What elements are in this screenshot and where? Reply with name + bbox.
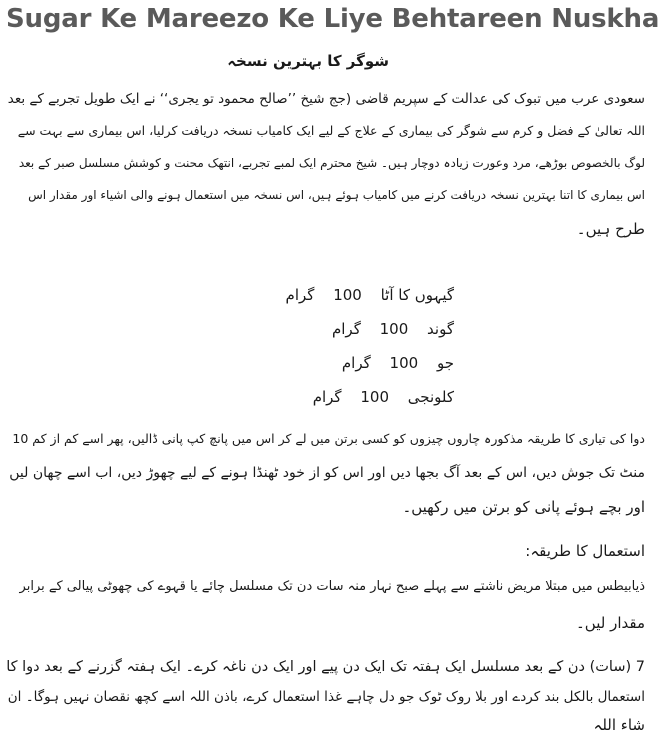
urdu-heading: شوگر کا بہترین نسخہ (227, 52, 389, 70)
usage-line: ذیابیطس میں مبتلا مریض ناشتے سے پہلے صبح نہار منہ سات دن تک مسلسل چائے یا قہوے کی چھوٹی پیالی کے برابر (19, 579, 645, 594)
intro-line: اس بیماری کا اتنا بہترین نسخہ دریافت کرنے میں کامیاب ہوئے ہیں، اس نسخہ میں استعمال ہونے والی اشیاء اور مقدار اس (28, 188, 645, 202)
ingredient-name: گیہوں کا آٹا (380, 286, 454, 304)
ingredient-qty: 100 (379, 320, 409, 338)
preparation-line: منٹ تک جوش دیں، اس کے بعد آگ بجھا دیں اور اس کو از خود ٹھنڈا ہونے کے لیے چھوڑ دیں، اب اسے چھان لیں (9, 465, 645, 481)
ingredient-unit: گرام (331, 320, 361, 338)
ingredient-name: گوند (427, 320, 454, 338)
intro-line: لوگ بالخصوص بوڑھے، مرد وعورت زیادہ دوچار ہیں۔ شیخ محترم ایک لمبے تجربے، انتھک محنت و کوشش مسلسل صبر کے بعد (18, 156, 645, 170)
ingredient-unit: گرام (341, 354, 371, 372)
usage-heading: استعمال کا طریقہ: (525, 542, 645, 560)
ingredient-item (286, 286, 454, 304)
ingredient-qty: 100 (389, 354, 419, 372)
ingredient-item (313, 388, 454, 406)
preparation-line: دوا کی تیاری کا طریقہ مذکورہ چاروں چیزوں کو کسی برتن میں لے کر اس میں پانچ کپ پانی ڈالیں، پھر اسے کم از کم 10 (12, 431, 645, 446)
ingredient-qty: 100 (333, 286, 362, 304)
ingredient-unit: گرام (285, 286, 315, 304)
closing-line: 7 (سات) دن کے بعد مسلسل ایک ہفتہ تک ایک دن پیے اور ایک دن ناغہ کرے۔ ایک ہفتہ گزرنے کے بعد دوا کا (6, 659, 645, 675)
ingredient-name: کلونجی (407, 388, 454, 406)
page-title: Sugar Ke Mareezo Ke Liye Behtareen Nuskha (6, 4, 659, 34)
ingredient-qty: 100 (360, 388, 389, 406)
closing-line: استعمال بالکل بند کردے اور بلا روک ٹوک جو دل چاہے غذا استعمال کرے، باذن اللہ اسے کچھ نقصان نہیں ہوگا۔ ان (7, 689, 645, 705)
intro-line: سعودی عرب میں تبوک کی عدالت کے سپریم قاضی (جج شیخ ’’صالح محمود تو یجری‘‘ نے ایک طویل تجربے کے بعد (7, 91, 645, 107)
ingredient-item (332, 320, 454, 338)
preparation-line: اور بچے ہوئے پانی کو برتن میں رکھیں۔ (402, 498, 645, 516)
ingredient-name: جو (436, 354, 454, 372)
usage-line: مقدار لیں۔ (576, 614, 645, 632)
ingredient-item (342, 354, 454, 372)
intro-line: اللہ تعالیٰ کے فضل و کرم سے شوگر کی بیماری کے علاج کے لیے ایک کامیاب نسخہ دریافت کرلیا، اس بیماری سے بہت سے (17, 123, 645, 138)
intro-line: طرح ہیں۔ (576, 220, 645, 238)
closing-line: شاء اللہ (593, 716, 645, 734)
ingredient-unit: گرام (312, 388, 342, 406)
